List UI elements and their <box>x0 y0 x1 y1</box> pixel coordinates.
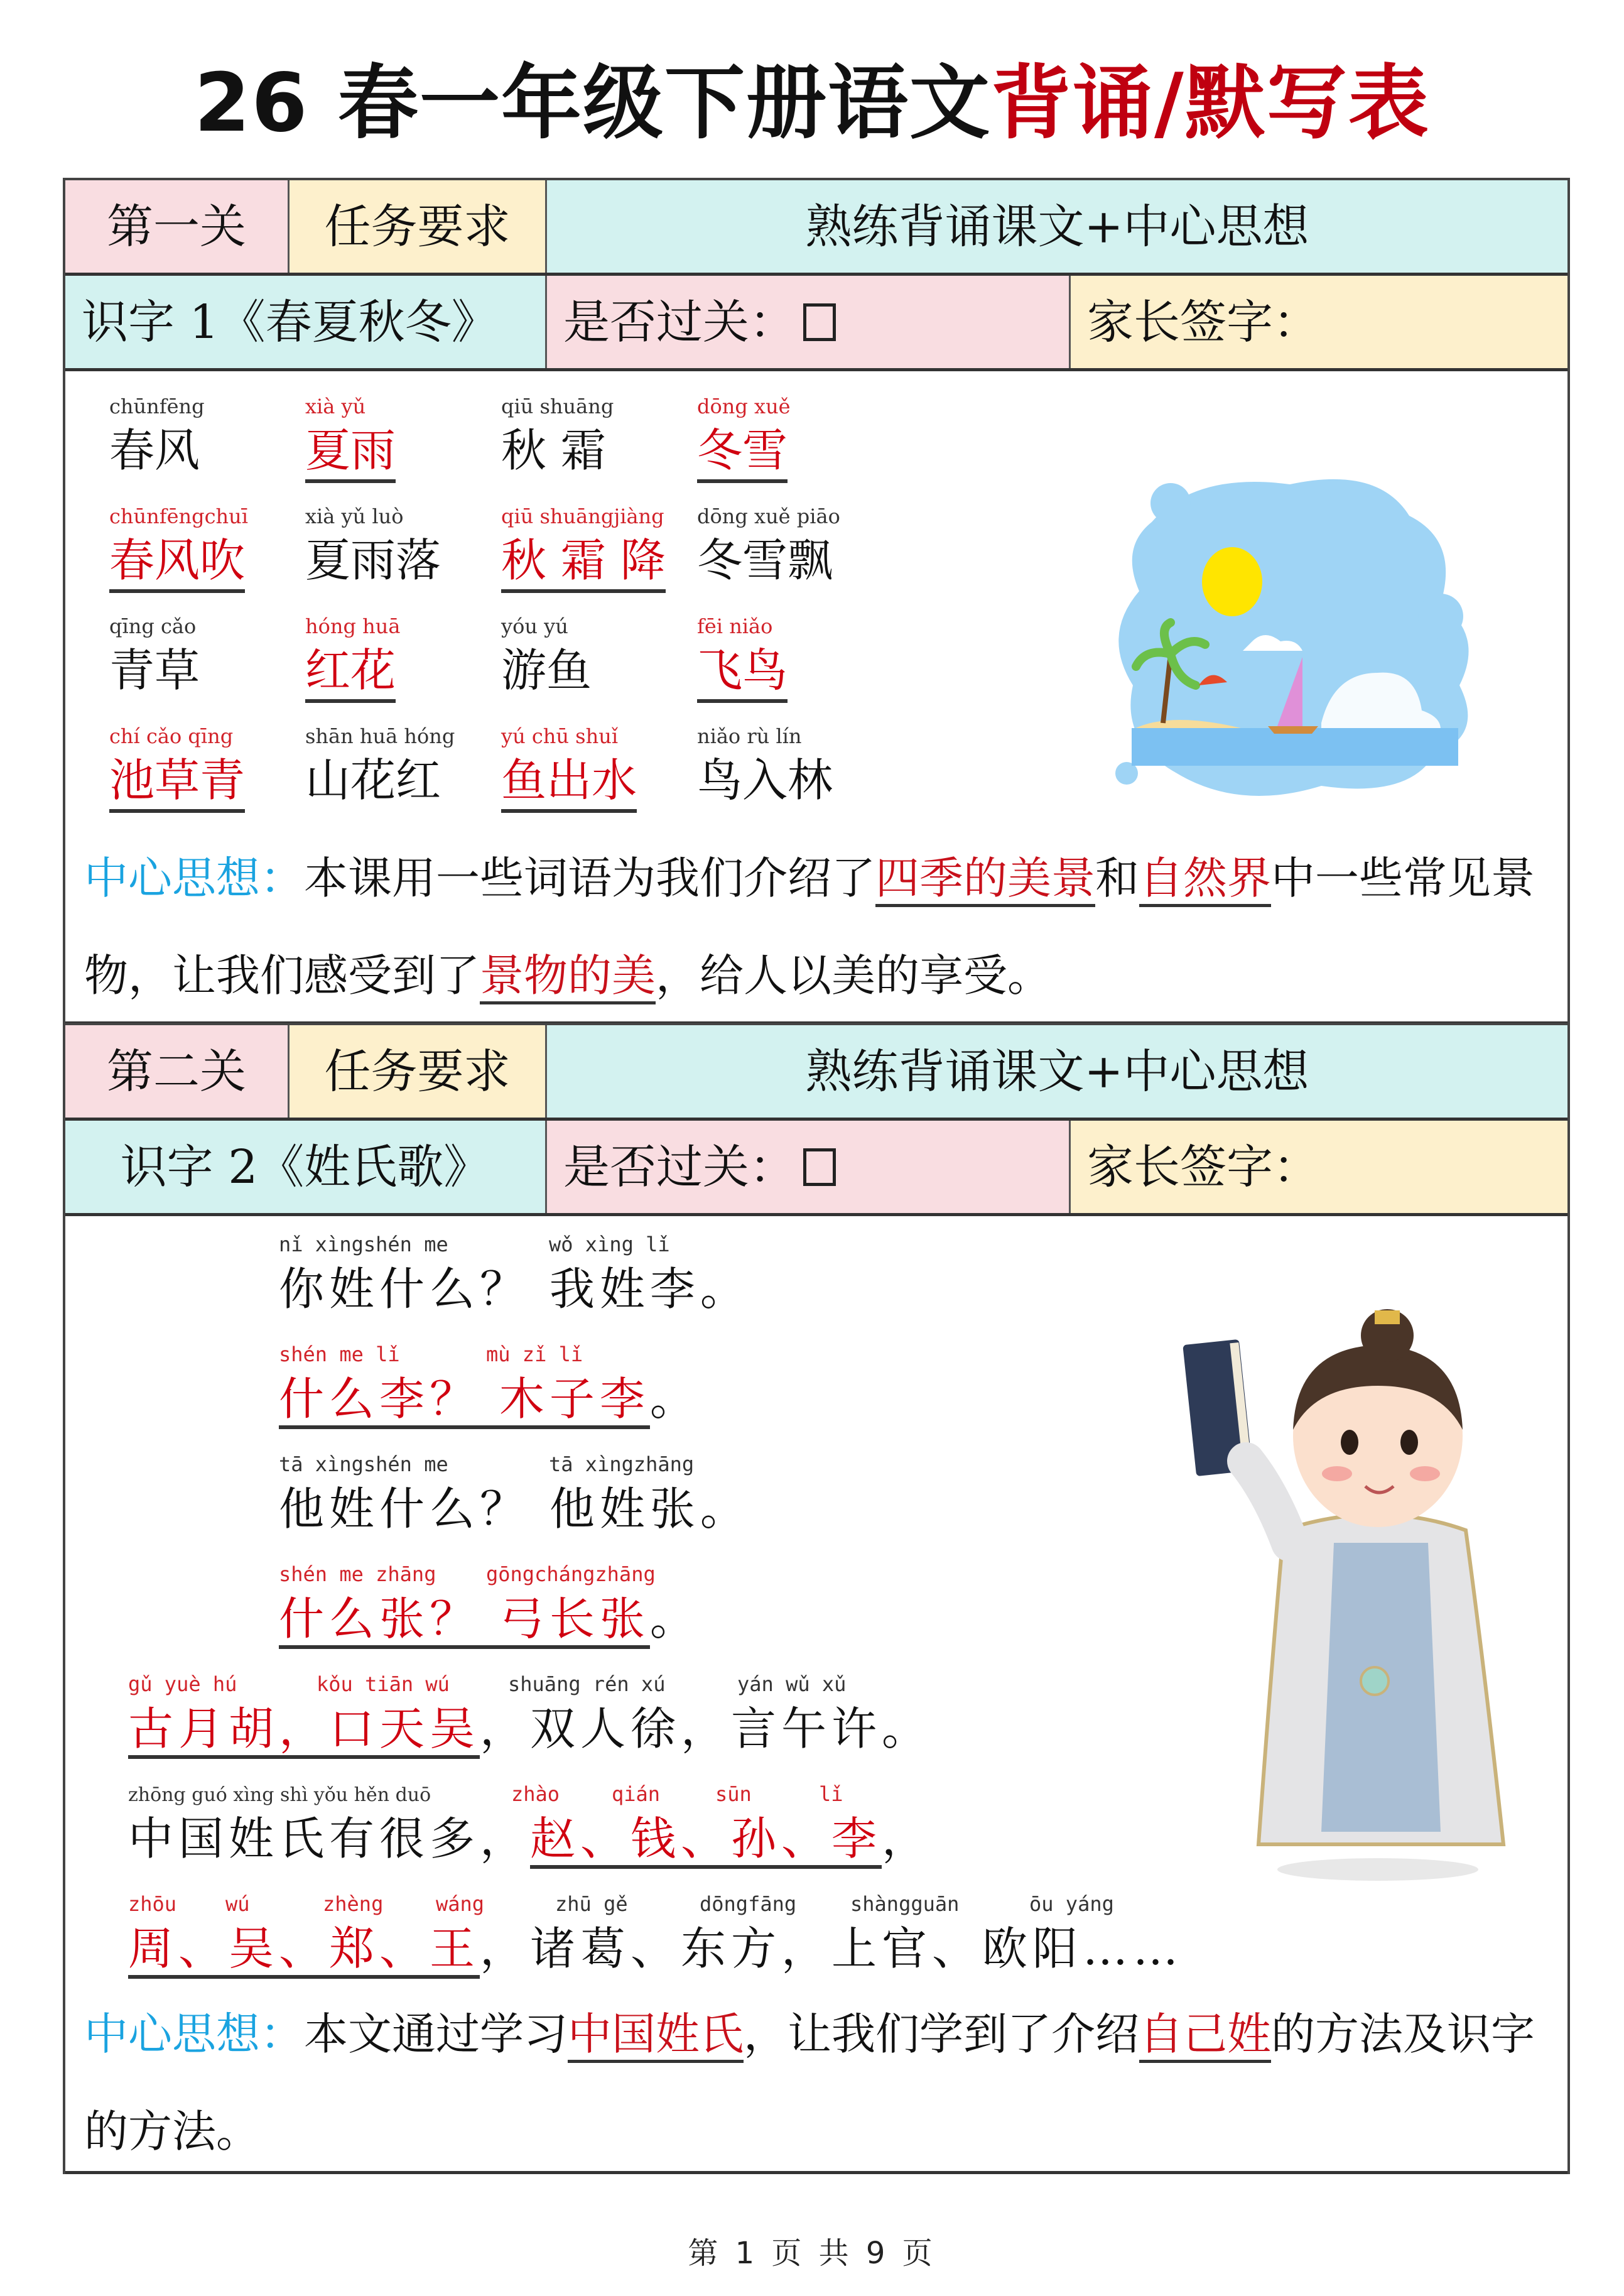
lesson-name: 识字 1《春夏秋冬》 <box>65 276 547 368</box>
pinyin: yán wǔ xǔ <box>737 1672 847 1696</box>
title-red: 背诵/默写表 <box>990 57 1430 150</box>
hanzi: ，双人徐，言午许。 <box>480 1702 933 1755</box>
task-text: 熟练背诵课文+中心思想 <box>547 1025 1567 1118</box>
idea-keyword: 中国姓氏 <box>568 2008 744 2063</box>
vocab-item <box>501 720 697 830</box>
vocab-row <box>109 610 988 720</box>
pinyin: tā xìngzhāng <box>549 1452 695 1476</box>
central-idea-label: 中心思想： <box>84 852 304 904</box>
task-label: 任务要求 <box>290 1025 547 1118</box>
punct: 。 <box>649 1373 700 1425</box>
vocab-item <box>501 390 697 500</box>
vocab-item <box>305 390 501 500</box>
vocab-item <box>305 500 501 610</box>
poem-line <box>279 1229 750 1318</box>
pinyin: zhū gě <box>555 1892 628 1916</box>
vocab-item <box>109 610 305 720</box>
idea-text: 和 <box>1095 852 1139 904</box>
pass-label: 是否过关： <box>563 1140 796 1194</box>
idea-keyword: 自己姓 <box>1139 2008 1271 2063</box>
stage-label: 第二关 <box>65 1025 290 1118</box>
hanzi: 你姓什么？ <box>279 1263 531 1315</box>
hanzi-recite: 鱼出水 <box>501 753 637 813</box>
vocab-item <box>109 720 305 830</box>
stage-label: 第一关 <box>65 180 290 273</box>
pinyin: mù zǐ lǐ <box>486 1342 583 1366</box>
pinyin: shuāng rén xú <box>508 1672 666 1696</box>
pinyin: fēi niǎo <box>697 614 773 638</box>
vocab-item <box>697 390 893 500</box>
hanzi-recite: 弓长张 <box>499 1592 650 1645</box>
pinyin: chí cǎo qīng <box>109 724 234 748</box>
hanzi: 山花红 <box>305 754 441 807</box>
pinyin: yú chū shuǐ <box>501 724 619 748</box>
idea-text: ，让我们学到了介绍 <box>744 2008 1139 2060</box>
hanzi-recite: 什么李？ <box>279 1373 480 1425</box>
pinyin: qīng cǎo <box>109 614 197 638</box>
pinyin: xià yǔ <box>305 394 366 418</box>
pinyin: shén me lǐ <box>279 1342 400 1366</box>
task-text: 熟练背诵课文+中心思想 <box>547 180 1567 273</box>
hanzi-recite: 池草青 <box>109 753 245 813</box>
pass-checkbox[interactable] <box>803 303 836 341</box>
pinyin: yóu yú <box>501 614 568 638</box>
vocab-item <box>697 610 893 720</box>
vocab-item <box>697 500 893 610</box>
pinyin: qiū shuāngjiàng <box>501 504 664 528</box>
hanzi: 春风 <box>109 424 200 477</box>
poem-line <box>279 1339 700 1428</box>
hanzi: 游鱼 <box>501 644 592 697</box>
pinyin: chūnfēngchuī <box>109 504 248 528</box>
pinyin: chūnfēng <box>109 394 205 418</box>
hanzi: 夏雨落 <box>305 534 441 587</box>
idea-text: 的方法及识字的方法。 <box>84 2008 1535 2157</box>
parent-signature-field[interactable] <box>1071 276 1567 368</box>
vocab-item <box>697 720 893 830</box>
hanzi: 冬雪飘 <box>697 534 833 587</box>
hanzi-recite: 周、吴、郑、王 <box>128 1922 480 1979</box>
pinyin: zhào <box>511 1782 560 1806</box>
signature-label: 家长签字： <box>1087 1140 1319 1194</box>
hanzi: 我姓李。 <box>549 1263 750 1315</box>
hanzi: 青草 <box>109 644 200 697</box>
hanzi: 秋 霜 <box>501 424 606 477</box>
central-idea <box>84 1986 1554 2180</box>
pinyin: zhōng guó xìng shì yǒu hěn duō <box>128 1784 431 1806</box>
hanzi: 中国姓氏有很多， <box>128 1812 531 1865</box>
pinyin: kǒu tiān wú <box>317 1672 450 1696</box>
pass-field <box>547 1121 1071 1213</box>
vocab-item <box>109 500 305 610</box>
hanzi: 鸟入林 <box>697 754 833 807</box>
vocab-row <box>109 390 988 500</box>
pinyin: xià yǔ luò <box>305 504 404 528</box>
vocab-row <box>109 500 988 610</box>
pinyin: dōng xuě piāo <box>697 504 840 528</box>
hanzi-recite: 木子李 <box>499 1373 650 1425</box>
lesson-2-info-row <box>65 1121 1567 1216</box>
poem-line <box>279 1449 750 1538</box>
pinyin: shén me zhāng <box>279 1562 436 1586</box>
pass-field <box>547 276 1071 368</box>
pinyin: wǒ xìng lǐ <box>549 1232 670 1256</box>
idea-text: ，给人以美的享受。 <box>656 950 1051 1001</box>
lesson-1-header-row <box>65 180 1567 276</box>
pinyin: niǎo rù lín <box>697 724 802 748</box>
poem-line <box>279 1559 700 1648</box>
pinyin: qiū shuāng <box>501 394 614 418</box>
vocab-item <box>501 500 697 610</box>
pinyin: lǐ <box>819 1782 843 1806</box>
beach-scene-illustration <box>1083 447 1522 824</box>
pinyin: shàngguān <box>850 1892 960 1916</box>
poem-line <box>128 1778 932 1868</box>
lesson-name: 识字 2《姓氏歌》 <box>65 1121 547 1213</box>
pinyin: wú <box>225 1892 250 1916</box>
pass-label: 是否过关： <box>563 295 796 349</box>
lesson-2-table <box>63 1023 1570 2174</box>
hanzi-recite: 秋 霜 降 <box>501 533 666 593</box>
vocab-item <box>305 720 501 830</box>
hanzi: ，诸葛、东方，上官、欧阳…… <box>480 1922 1184 1975</box>
idea-text: 本文通过学习 <box>304 2008 568 2060</box>
hanzi: 他姓什么？ <box>279 1483 531 1535</box>
hanzi-recite: 冬雪 <box>697 423 788 483</box>
signature-label: 家长签字： <box>1087 295 1319 349</box>
pinyin: dōngfāng <box>700 1892 797 1916</box>
vocab-item <box>501 610 697 720</box>
lesson-1-content <box>65 371 1567 1025</box>
pinyin: dōng xuě <box>697 394 791 418</box>
punct: ， <box>882 1812 933 1865</box>
hanzi: 他姓张。 <box>549 1483 750 1535</box>
punct: 。 <box>649 1592 700 1645</box>
pinyin: zhōu <box>128 1892 177 1916</box>
hanzi-recite: 什么张？ <box>279 1592 480 1645</box>
hanzi-recite: 春风吹 <box>109 533 245 593</box>
idea-text: 中一些常见景物，让我们感受到了 <box>84 852 1535 1001</box>
pinyin: gǔ yuè hú <box>128 1672 237 1696</box>
poem-line <box>128 1668 932 1758</box>
pinyin: zhèng <box>323 1892 384 1916</box>
idea-keyword: 四季的美景 <box>875 852 1095 907</box>
pinyin: gōngchángzhāng <box>486 1562 656 1586</box>
vocab-item <box>109 390 305 500</box>
page-title <box>0 53 1624 154</box>
parent-signature-field[interactable] <box>1071 1121 1567 1213</box>
pinyin: qián <box>612 1782 661 1806</box>
pinyin: tā xìngshén me <box>279 1452 448 1476</box>
pass-checkbox[interactable] <box>803 1148 836 1186</box>
pinyin: ōu yáng <box>1029 1892 1114 1916</box>
lesson-1-info-row <box>65 276 1567 371</box>
pinyin: sūn <box>715 1782 752 1806</box>
title-black: 26 春一年级下册语文 <box>194 57 991 150</box>
vocab-grid <box>109 390 988 830</box>
child-reading-book-illustration <box>1177 1292 1566 1895</box>
hanzi-recite: 古月胡，口天吴 <box>128 1702 480 1759</box>
central-idea-label: 中心思想： <box>84 2008 304 2060</box>
vocab-item <box>305 610 501 720</box>
hanzi-recite: 赵、钱、孙、李 <box>530 1812 882 1869</box>
poem-line <box>128 1888 1183 1978</box>
page-footer: 第 1 页 共 9 页 <box>688 2236 936 2271</box>
pinyin: wáng <box>436 1892 485 1916</box>
idea-keyword: 自然界 <box>1139 852 1271 907</box>
hanzi-recite: 红花 <box>305 643 396 703</box>
task-label: 任务要求 <box>290 180 547 273</box>
hanzi-recite: 夏雨 <box>305 423 396 483</box>
lesson-2-content <box>65 1216 1567 2174</box>
pinyin: hóng huā <box>305 614 401 638</box>
pinyin: shān huā hóng <box>305 724 455 748</box>
lesson-2-header-row <box>65 1025 1567 1121</box>
hanzi-recite: 飞鸟 <box>697 643 788 703</box>
lesson-1-table <box>63 178 1570 1025</box>
idea-keyword: 景物的美 <box>480 950 656 1004</box>
vocab-row <box>109 720 988 830</box>
central-idea <box>84 830 1554 1025</box>
idea-text: 本课用一些词语为我们介绍了 <box>304 852 875 904</box>
pinyin: nǐ xìngshén me <box>279 1232 448 1256</box>
